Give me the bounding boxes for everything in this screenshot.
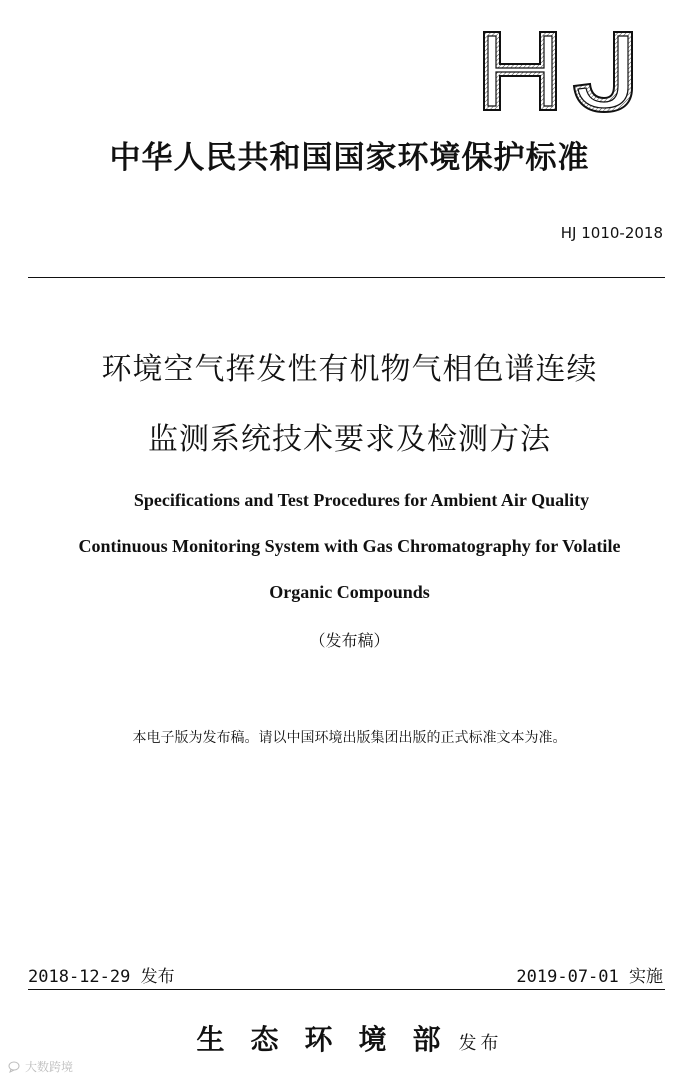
cn-title-line-1: 环境空气挥发性有机物气相色谱连续 [101, 352, 598, 387]
en-title-line-3: Organic Compounds [269, 582, 430, 602]
publisher-name: 生态环境部 [196, 1023, 467, 1056]
publisher [0, 1018, 699, 1058]
logo-letter-h [484, 32, 556, 110]
org-title: 中华人民共和国国家环境保护标准 [109, 140, 590, 176]
watermark-text: 大数跨境 [25, 1060, 74, 1074]
logo-letter-j [574, 32, 632, 112]
header-divider [28, 277, 665, 278]
watermark [8, 1058, 73, 1075]
cn-title-line-2: 监测系统技术要求及检测方法 [148, 422, 551, 457]
watermark-chat-icon [8, 1061, 22, 1073]
en-title-line-1: Specifications and Test Procedures for Ambient Air Quality [133, 490, 590, 510]
publisher-suffix: 发布 [458, 1033, 503, 1054]
hj-logo [478, 28, 643, 114]
release-tag: （发布稿） [309, 631, 390, 650]
issue-date: 2018-12-29 发布 [28, 967, 175, 987]
footer-divider [28, 989, 665, 990]
en-title-line-2: Continuous Monitoring System with Gas Chromatography for Volatile [78, 536, 621, 556]
notice-text: 本电子版为发布稿。请以中国环境出版集团出版的正式标准文本为准。 [132, 730, 567, 746]
standard-number: HJ 1010-2018 [560, 224, 663, 242]
effective-date: 2019-07-01 实施 [516, 967, 663, 987]
